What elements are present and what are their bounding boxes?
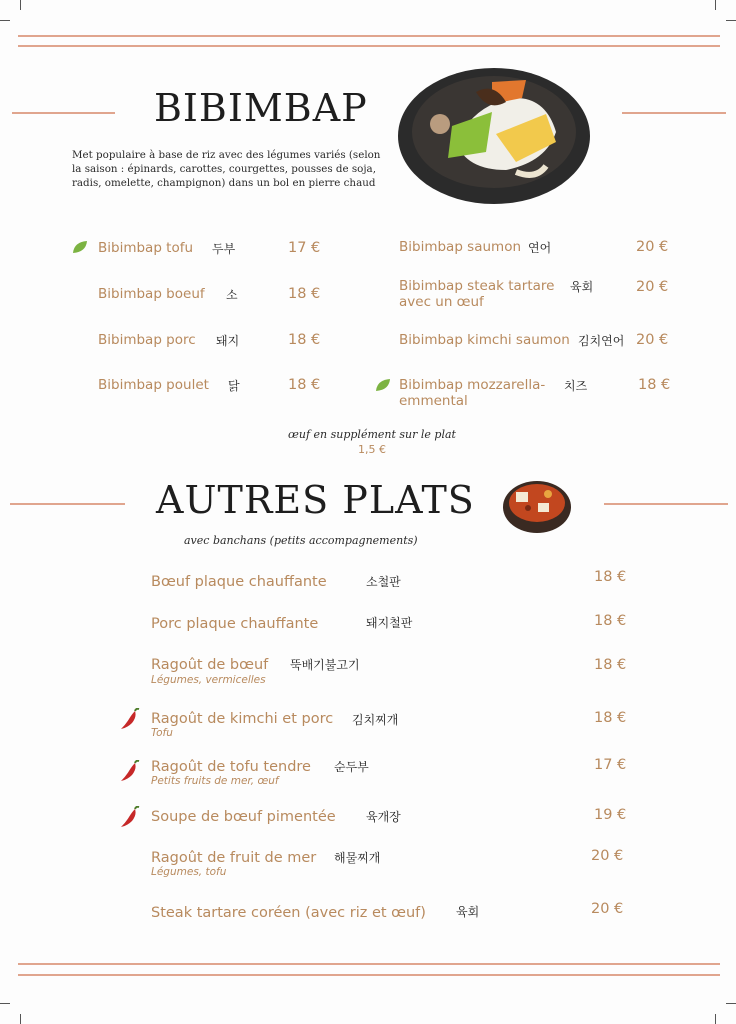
- autres-title-rule-left: [10, 503, 125, 505]
- ragout-tofu-name: Ragoût de tofu tendre: [151, 759, 311, 775]
- top-rule-2: [18, 45, 720, 47]
- bibimbap-steak-name-line1: Bibimbap steak tartare: [399, 278, 555, 294]
- ragout-boeuf-sub: Légumes, vermicelles: [151, 674, 266, 686]
- bibimbap-description: Met populaire à base de riz avec des légumes variés (selon la saison : épinards, carottes, courgettes, pousses de soja, radis, omelette, champignon) dans un bol en pierre chaud: [72, 149, 381, 189]
- crop-mark-top-right-h: [726, 20, 736, 21]
- bibimbap-saumon-name: Bibimbap saumon: [399, 239, 522, 255]
- boeuf-plaque-korean: 소철판: [366, 575, 401, 589]
- leaf-icon: [72, 240, 88, 254]
- crop-mark-bottom-left: [20, 1014, 21, 1024]
- autres-subtitle: avec banchans (petits accompagnements): [184, 534, 418, 547]
- ragout-kimchi-name: Ragoût de kimchi et porc: [151, 711, 334, 727]
- bibimbap-kimchi-saumon-price: 20 €: [636, 332, 669, 348]
- porc-plaque-korean: 돼지철판: [366, 616, 413, 630]
- bibimbap-tofu-price: 17 €: [288, 240, 321, 256]
- crop-mark-top-left-h: [0, 20, 10, 21]
- bibimbap-bowl-image: [396, 62, 592, 206]
- bibimbap-tofu-korean: 두부: [212, 242, 236, 256]
- bibimbap-mozzarella-korean: 치즈: [564, 379, 588, 393]
- ragout-tofu-korean: 순두부: [334, 760, 369, 774]
- bibimbap-poulet-name: Bibimbap poulet: [98, 377, 209, 393]
- top-rule-1: [18, 35, 720, 37]
- soupe-boeuf-name: Soupe de bœuf pimentée: [151, 809, 336, 825]
- bibimbap-porc-price: 18 €: [288, 332, 321, 348]
- egg-supplement-price: 1,5 €: [358, 443, 386, 456]
- bibimbap-title: BIBIMBAP: [154, 86, 368, 130]
- bibimbap-mozzarella-price: 18 €: [638, 377, 671, 393]
- ragout-fruit-mer-sub: Légumes, tofu: [151, 866, 227, 878]
- bottom-rule-1: [18, 963, 720, 965]
- ragout-fruit-mer-name: Ragoût de fruit de mer: [151, 850, 317, 866]
- bibimbap-poulet-korean: 닭: [228, 379, 240, 393]
- bibimbap-kimchi-saumon-korean: 김치연어: [578, 334, 625, 348]
- bibimbap-steak-korean: 육회: [570, 280, 594, 294]
- porc-plaque-price: 18 €: [594, 613, 627, 629]
- bibimbap-boeuf-korean: 소: [226, 288, 238, 302]
- crop-mark-bottom-left-h: [0, 1003, 10, 1004]
- ragout-fruit-mer-price: 20 €: [591, 848, 624, 864]
- bibimbap-mozzarella-name-line1: Bibimbap mozzarella-: [399, 377, 546, 393]
- egg-supplement-note: œuf en supplément sur le plat: [288, 428, 456, 441]
- stew-bowl-image: [502, 475, 572, 535]
- bibimbap-steak-price: 20 €: [636, 279, 669, 295]
- boeuf-plaque-name: Bœuf plaque chauffante: [151, 574, 327, 590]
- ragout-kimchi-sub: Tofu: [151, 727, 173, 739]
- ragout-boeuf-price: 18 €: [594, 657, 627, 673]
- soupe-boeuf-price: 19 €: [594, 807, 627, 823]
- bibimbap-title-rule-left: [12, 112, 115, 114]
- bibimbap-poulet-price: 18 €: [288, 377, 321, 393]
- bibimbap-mozzarella-name-line2: emmental: [399, 393, 468, 409]
- ragout-fruit-mer-korean: 해물찌개: [334, 851, 381, 865]
- crop-mark-bottom-right: [715, 1014, 716, 1024]
- boeuf-plaque-price: 18 €: [594, 569, 627, 585]
- ragout-tofu-price: 17 €: [594, 757, 627, 773]
- bibimbap-saumon-price: 20 €: [636, 239, 669, 255]
- bibimbap-title-rule-right: [622, 112, 726, 114]
- autres-title: AUTRES PLATS: [156, 478, 475, 522]
- chili-icon: [120, 708, 140, 730]
- soupe-boeuf-korean: 육개장: [366, 810, 401, 824]
- ragout-kimchi-price: 18 €: [594, 710, 627, 726]
- ragout-boeuf-korean: 뚝배기불고기: [290, 658, 360, 672]
- bibimbap-saumon-korean: 연어: [528, 241, 552, 255]
- bibimbap-tofu-name: Bibimbap tofu: [98, 240, 194, 256]
- steak-tartare-korean: 육회: [456, 905, 480, 919]
- bibimbap-porc-name: Bibimbap porc: [98, 332, 196, 348]
- steak-tartare-price: 20 €: [591, 901, 624, 917]
- ragout-boeuf-name: Ragoût de bœuf: [151, 657, 269, 673]
- ragout-kimchi-korean: 김치찌개: [352, 713, 399, 727]
- bottom-rule-2: [18, 974, 720, 976]
- chili-icon: [120, 760, 140, 782]
- bibimbap-kimchi-saumon-name: Bibimbap kimchi saumon: [399, 332, 570, 348]
- leaf-icon: [375, 378, 391, 392]
- crop-mark-top-right: [715, 0, 716, 10]
- autres-title-rule-right: [604, 503, 728, 505]
- bibimbap-boeuf-name: Bibimbap boeuf: [98, 286, 205, 302]
- bibimbap-steak-name-line2: avec un œuf: [399, 294, 484, 310]
- crop-mark-bottom-right-h: [726, 1003, 736, 1004]
- ragout-tofu-sub: Petits fruits de mer, œuf: [151, 775, 279, 787]
- crop-mark-top-left: [20, 0, 21, 10]
- chili-icon: [120, 806, 140, 828]
- bibimbap-porc-korean: 돼지: [216, 334, 240, 348]
- bibimbap-boeuf-price: 18 €: [288, 286, 321, 302]
- steak-tartare-name: Steak tartare coréen (avec riz et œuf): [151, 905, 426, 921]
- porc-plaque-name: Porc plaque chauffante: [151, 616, 319, 632]
